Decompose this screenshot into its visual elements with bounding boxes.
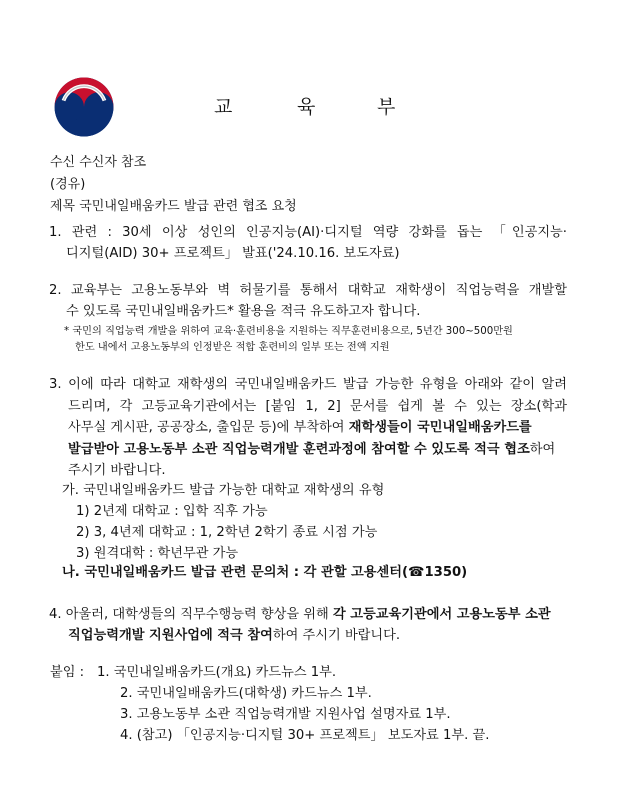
recipient-line: 수신 수신자 참조 [50, 155, 147, 170]
item-3-sub-ga: 가. 국민내일배움카드 발급 가능한 대학교 재학생의 유형 [62, 483, 385, 498]
government-emblem-icon [52, 75, 116, 139]
item-3-line-2: 드리며, 각 고등교육기관에서는 [붙임 1, 2] 문서를 쉽게 볼 수 있는 장소(학과 [68, 399, 567, 414]
type-item-3: 3) 원격대학 : 학년무관 가능 [76, 546, 239, 561]
item-2-line-2: 수 있도록 국민내일배움카드* 활용을 적극 유도하고자 합니다. [66, 304, 421, 319]
item-3-line-1: 3. 이에 따라 대학교 재학생의 국민내일배움카드 발급 가능한 유형을 아래와 같이 알려 [49, 377, 567, 392]
item-3-line-4-bold: 발급받아 고용노동부 소관 직업능력개발 훈련과정에 참여할 수 있도록 적극 협조 [68, 442, 530, 457]
attachment-item-2: 2. 국민내일배움카드(대학생) 카드뉴스 1부. [120, 686, 372, 701]
item-4-line-1-normal: 4. 아울러, 대학생들의 직무수행능력 향상을 위해 [49, 607, 333, 622]
item-3-line-3-normal: 사무실 게시판, 공공장소, 출입문 등)에 부착하여 [68, 420, 349, 435]
item-3-line-5: 주시기 바랍니다. [68, 463, 166, 478]
item-4-line-2 [68, 626, 400, 645]
item-1-line-1: 1. 관련 : 30세 이상 성인의 인공지능(AI)·디지털 역량 강화를 돕는 「인공지능· [49, 225, 567, 240]
item-2-footnote-2: 한도 내에서 고용노동부의 인정받은 적합 훈련비의 일부 또는 전액 지원 [75, 342, 390, 353]
item-4-line-2-normal: 하여 주시기 바랍니다. [272, 628, 401, 643]
type-item-2: 2) 3, 4년제 대학교 : 1, 2학년 2학기 종료 시점 가능 [76, 525, 378, 540]
org-char-2: 육 [297, 96, 316, 118]
org-char-3: 부 [377, 96, 396, 118]
item-3-line-3 [68, 418, 532, 437]
subject-line: 제목 국민내일배움카드 발급 관련 협조 요청 [50, 199, 297, 214]
attachment-item-4: 4. (참고) 「인공지능·디지털 30+ 프로젝트」 보도자료 1부. 끝. [120, 728, 490, 743]
item-1-line-2: 디지털(AID) 30+ 프로젝트」 발표('24.10.16. 보도자료) [66, 246, 400, 261]
attachment-item-1: 1. 국민내일배움카드(개요) 카드뉴스 1부. [97, 665, 337, 680]
item-3-line-4 [68, 440, 555, 459]
item-4-line-2-bold: 직업능력개발 지원사업에 적극 참여 [68, 628, 273, 643]
item-3-sub-na: 나. 국민내일배움카드 발급 관련 문의처 : 각 관할 고용센터(☎1350) [62, 565, 468, 580]
attachment-item-3: 3. 고용노동부 소관 직업능력개발 지원사업 설명자료 1부. [120, 707, 451, 722]
item-4-line-1-bold: 각 고등교육기관에서 고용노동부 소관 [332, 607, 551, 622]
via-line: (경유) [50, 177, 86, 192]
item-2-line-1: 2. 교육부는 고용노동부와 벽 허물기를 통해서 대학교 재학생이 직업능력을 개발할 [49, 283, 567, 298]
org-char-1: 교 [214, 96, 233, 118]
attachments-label: 붙임 : [50, 665, 85, 680]
item-3-line-3-bold: 재학생들이 국민내일배움카드를 [348, 420, 532, 435]
item-2-footnote-1: * 국민의 직업능력 개발을 위하여 교육·훈련비용을 지원하는 직무훈련비용으로, 5년간 300~500만원 [64, 326, 513, 337]
type-item-1: 1) 2년제 대학교 : 입학 직후 가능 [76, 504, 268, 519]
item-4-line-1 [49, 605, 551, 624]
item-3-line-4-normal: 하여 [529, 442, 556, 457]
